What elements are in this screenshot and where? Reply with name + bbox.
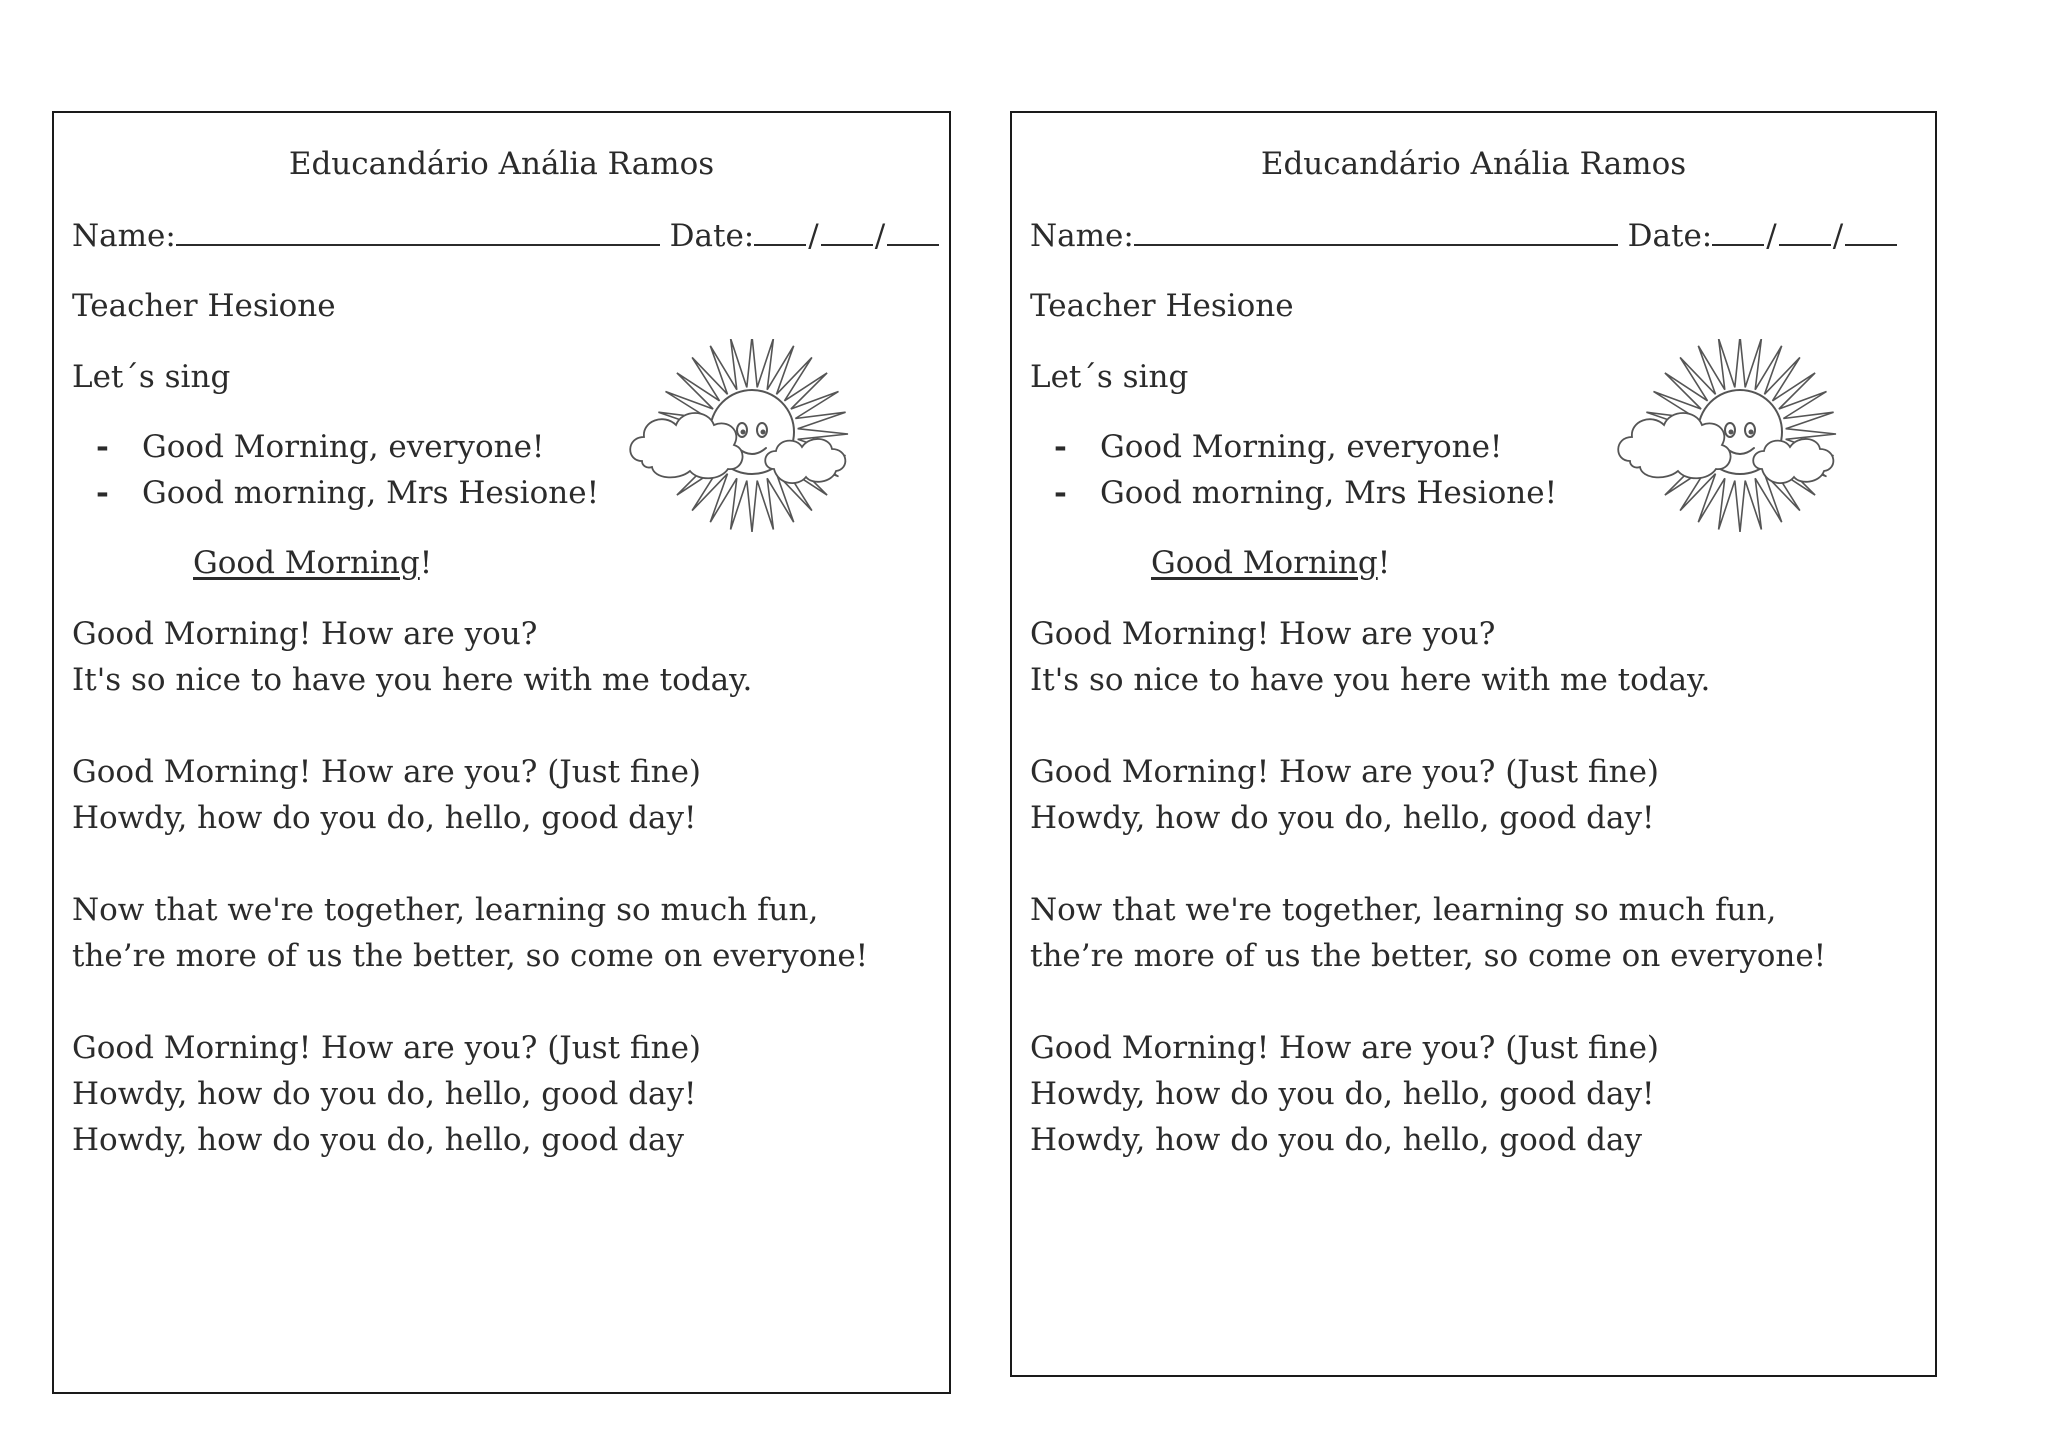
lyric-line: the’re more of us the better, so come on everyone! <box>72 938 869 974</box>
lyric-line: Howdy, how do you do, hello, good day! <box>72 1076 697 1112</box>
lyric-line: Good Morning! How are you? (Just fine) <box>72 754 702 790</box>
date-day-blank[interactable] <box>1712 214 1764 246</box>
lyric-line: Good Morning! How are you? (Just fine) <box>1030 1030 1660 1066</box>
date-label: Date: <box>669 218 755 254</box>
stanza <box>72 1025 868 1163</box>
stanza <box>72 749 868 841</box>
date-month-blank[interactable] <box>821 214 873 246</box>
song-title-punct: ! <box>419 545 433 581</box>
list-item <box>96 470 600 516</box>
list-item <box>1054 470 1558 516</box>
worksheet-right <box>1010 111 1937 1377</box>
lyric-line: Good Morning! How are you? <box>72 616 538 652</box>
name-blank[interactable] <box>1134 214 1618 246</box>
song-lyrics <box>1030 611 1826 1209</box>
worksheet-left <box>52 111 951 1394</box>
lyric-line: Howdy, how do you do, hello, good day! <box>1030 1076 1655 1112</box>
date-day-blank[interactable] <box>754 214 806 246</box>
song-title-punct: ! <box>1377 545 1391 581</box>
stanza <box>72 611 868 703</box>
date-separator: / <box>1766 218 1777 254</box>
bullet-dash: - <box>96 429 109 465</box>
teacher-name: Teacher Hesione <box>1030 288 1294 324</box>
name-label: Name: <box>1030 218 1134 254</box>
greeting-text: Good Morning, everyone! <box>142 429 545 465</box>
sun-pupil <box>741 430 746 435</box>
teacher-name: Teacher Hesione <box>72 288 336 324</box>
date-label: Date: <box>1627 218 1713 254</box>
name-date-row <box>72 213 939 259</box>
date-separator: / <box>1832 218 1844 254</box>
lyric-line: Good Morning! How are you? <box>1030 616 1496 652</box>
greeting-text: Good Morning, everyone! <box>1100 429 1503 465</box>
song-title <box>1151 540 1390 586</box>
lyric-line: Good Morning! How are you? (Just fine) <box>1030 754 1660 790</box>
school-name: Educandário Anália Ramos <box>1260 146 1687 182</box>
lyric-line: the’re more of us the better, so come on everyone! <box>1030 938 1827 974</box>
lyric-line: Howdy, how do you do, hello, good day <box>72 1122 684 1158</box>
greeting-text: Good morning, Mrs Hesione! <box>1100 475 1558 511</box>
stanza <box>1030 749 1826 841</box>
smiling-sun-with-clouds-icon <box>1612 339 1844 557</box>
bullet-dash: - <box>1054 429 1067 465</box>
bullet-dash: - <box>96 475 109 511</box>
greeting-list <box>1054 424 1558 516</box>
sun-pupil <box>1729 430 1734 435</box>
date-year-blank[interactable] <box>1845 214 1897 246</box>
date-separator: / <box>874 218 886 254</box>
song-title-text: Good Morning <box>193 545 420 581</box>
lyric-line: Now that we're together, learning so much fun, <box>1030 892 1777 928</box>
stanza <box>1030 611 1826 703</box>
lyric-line: Howdy, how do you do, hello, good day! <box>1030 800 1655 836</box>
stanza <box>72 887 868 979</box>
stanza <box>1030 887 1826 979</box>
list-item <box>96 424 599 470</box>
greeting-text: Good morning, Mrs Hesione! <box>142 475 600 511</box>
list-item <box>1054 424 1557 470</box>
lyric-line: Howdy, how do you do, hello, good day! <box>72 800 697 836</box>
date-year-blank[interactable] <box>887 214 939 246</box>
lyric-line: Now that we're together, learning so much fun, <box>72 892 819 928</box>
lyric-line: It's so nice to have you here with me today. <box>72 662 753 698</box>
bullet-dash: - <box>1054 475 1067 511</box>
sun-pupil <box>761 430 766 435</box>
name-date-row <box>1030 213 1897 259</box>
smiling-sun-with-clouds-icon <box>624 339 856 557</box>
lyric-line: Howdy, how do you do, hello, good day <box>1030 1122 1642 1158</box>
date-month-blank[interactable] <box>1779 214 1831 246</box>
song-lyrics <box>72 611 868 1209</box>
activity-title: Let´s sing <box>1030 359 1189 395</box>
school-name: Educandário Anália Ramos <box>288 146 715 182</box>
stanza <box>1030 1025 1826 1163</box>
date-separator: / <box>808 218 819 254</box>
greeting-list <box>96 424 600 516</box>
activity-title: Let´s sing <box>72 359 231 395</box>
song-title <box>193 540 432 586</box>
lyric-line: It's so nice to have you here with me today. <box>1030 662 1711 698</box>
sun-pupil <box>1749 430 1754 435</box>
name-blank[interactable] <box>176 214 660 246</box>
lyric-line: Good Morning! How are you? (Just fine) <box>72 1030 702 1066</box>
name-label: Name: <box>72 218 176 254</box>
song-title-text: Good Morning <box>1151 545 1378 581</box>
